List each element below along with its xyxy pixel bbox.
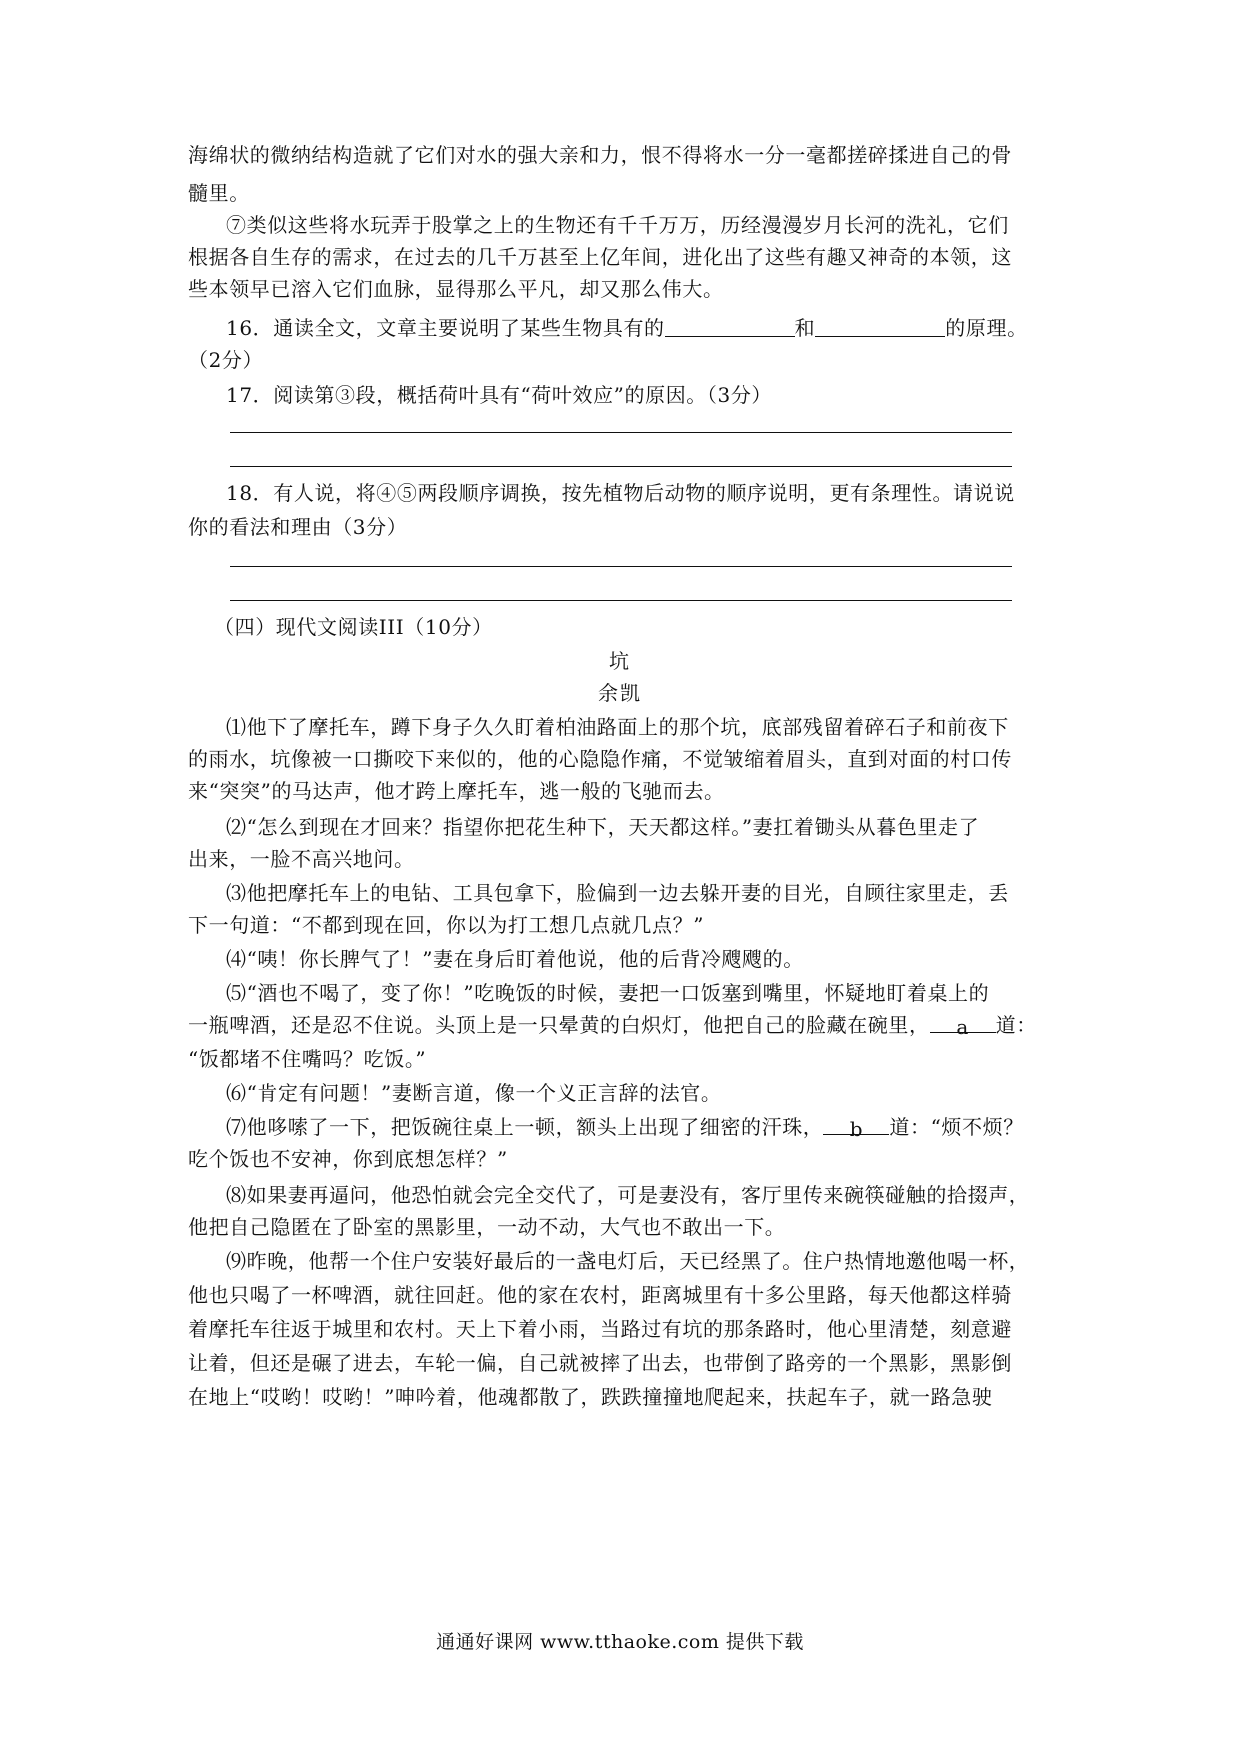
paragraph-line	[188, 1010, 1058, 1040]
paragraph-line: ⑶他把摩托车上的电钻、工具包拿下，脸偏到一边去躲开妻的目光，自顾往家里走，丢	[226, 881, 1009, 905]
paragraph-line: ⑹“肯定有问题！”妻断言道，像一个义正言辞的法官。	[226, 1081, 722, 1105]
text-line: 些本领早已溶入它们血脉，显得那么平凡，却又那么伟大。	[188, 277, 724, 301]
paragraph-line: 他把自己隐匿在了卧室的黑影里，一动不动，大气也不敢出一下。	[188, 1215, 786, 1239]
paragraph-line: 他也只喝了一杯啤酒，就往回赶。他的家在农村，距离城里有十多公里路，每天他都这样骑	[188, 1283, 1012, 1307]
paragraph-line: 吃个饭也不安神，你到底想怎样？”	[188, 1147, 508, 1171]
paragraph-5-text: 一瓶啤酒，还是忍不住说。头顶上是一只晕黄的白炽灯，他把自己的脸藏在碗里，	[188, 1013, 930, 1037]
question-16-suffix: 的原理。	[945, 316, 1028, 340]
answer-line[interactable]	[230, 466, 1012, 467]
paragraph-line: “饭都堵不住嘴吗？吃饭。”	[188, 1047, 427, 1071]
paragraph-7-text: ⑺他哆嗦了一下，把饭碗往桌上一顿，额头上出现了细密的汗珠，	[226, 1115, 824, 1139]
text-line: ⑦类似这些将水玩弄于股掌之上的生物还有千千万万，历经漫漫岁月长河的洗礼，它们	[226, 213, 1009, 237]
text-line: 根据各自生存的需求，在过去的几千万甚至上亿年间，进化出了这些有趣又神奇的本领，这	[188, 245, 1012, 269]
answer-line[interactable]	[230, 432, 1012, 433]
answer-blank[interactable]	[665, 316, 795, 337]
paragraph-line: 在地上“哎哟！哎哟！”呻吟着，他魂都散了，跌跌撞撞地爬起来，扶起车子，就一路急驶	[188, 1385, 993, 1409]
paragraph-line: ⑴他下了摩托车，蹲下身子久久盯着柏油路面上的那个坑，底部残留着碎石子和前夜下	[226, 715, 1009, 739]
answer-blank-b[interactable]: b	[823, 1114, 889, 1135]
paragraph-line: 来“突突”的马达声，他才跨上摩托车，逃一般的飞驰而去。	[188, 779, 725, 803]
question-18: 18．有人说，将④⑤两段顺序调换，按先植物后动物的顺序说明，更有条理性。请说说	[226, 481, 1015, 505]
article-author: 余凯	[598, 681, 642, 705]
paragraph-line: 让着，但还是碾了进去，车轮一偏，自己就被摔了出去，也带倒了路旁的一个黑影，黑影倒	[188, 1351, 1012, 1375]
answer-blank-a[interactable]: a	[930, 1012, 996, 1033]
text-line: 髓里。	[188, 181, 250, 205]
paragraph-7-text: 道：“烦不烦？	[889, 1115, 1024, 1139]
answer-blank[interactable]	[815, 316, 945, 337]
question-16-mid: 和	[794, 316, 816, 340]
section-title: （四）现代文阅读III（10分）	[214, 615, 493, 639]
question-18: 你的看法和理由（3分）	[188, 515, 408, 539]
paragraph-line	[226, 1112, 1096, 1142]
paragraph-line: 着摩托车往返于城里和农村。天上下着小雨，当路过有坑的那条路时，他心里清楚，刻意避	[188, 1317, 1012, 1341]
question-17: 17．阅读第③段，概括荷叶具有“荷叶效应”的原因。（3分）	[226, 383, 773, 407]
paragraph-line: ⑼昨晚，他帮一个住户安装好最后的一盏电灯后，天已经黑了。住户热情地邀他喝一杯，	[226, 1249, 1030, 1273]
answer-line[interactable]	[230, 600, 1012, 601]
paragraph-line: ⑻如果妻再逼问，他恐怕就会完全交代了，可是妻没有，客厅里传来碗筷碰触的拾掇声，	[226, 1183, 1030, 1207]
paragraph-line: 出来，一脸不高兴地问。	[188, 847, 415, 871]
question-16	[226, 313, 1096, 343]
paragraph-line: 的雨水，坑像被一口撕咬下来似的，他的心隐隐作痛，不觉皱缩着眉头，直到对面的村口传	[188, 747, 1012, 771]
question-16-prefix: 16．通读全文，文章主要说明了某些生物具有的	[226, 316, 665, 340]
paragraph-line: ⑸“酒也不喝了，变了你！”吃晚饭的时候，妻把一口饭塞到嘴里，怀疑地盯着桌上的	[226, 981, 990, 1005]
paragraph-5-text: 道：	[995, 1013, 1037, 1037]
question-16-score: （2分）	[188, 348, 264, 372]
answer-line[interactable]	[230, 566, 1012, 567]
page-footer: 通通好课网 www.tthaoke.com 提供下载	[436, 1631, 804, 1653]
paragraph-line: ⑵“怎么到现在才回来？指望你把花生种下，天天都这样。”妻扛着锄头从暮色里走了	[226, 815, 980, 839]
paragraph-line: 下一句道：“不都到现在回，你以为打工想几点就几点？”	[188, 913, 705, 937]
paragraph-line: ⑷“咦！你长脾气了！”妻在身后盯着他说，他的后背冷飕飕的。	[226, 947, 804, 971]
article-title: 坑	[609, 649, 631, 673]
text-line: 海绵状的微纳结构造就了它们对水的强大亲和力，恨不得将水一分一毫都搓碎揉进自己的骨	[188, 143, 1012, 167]
